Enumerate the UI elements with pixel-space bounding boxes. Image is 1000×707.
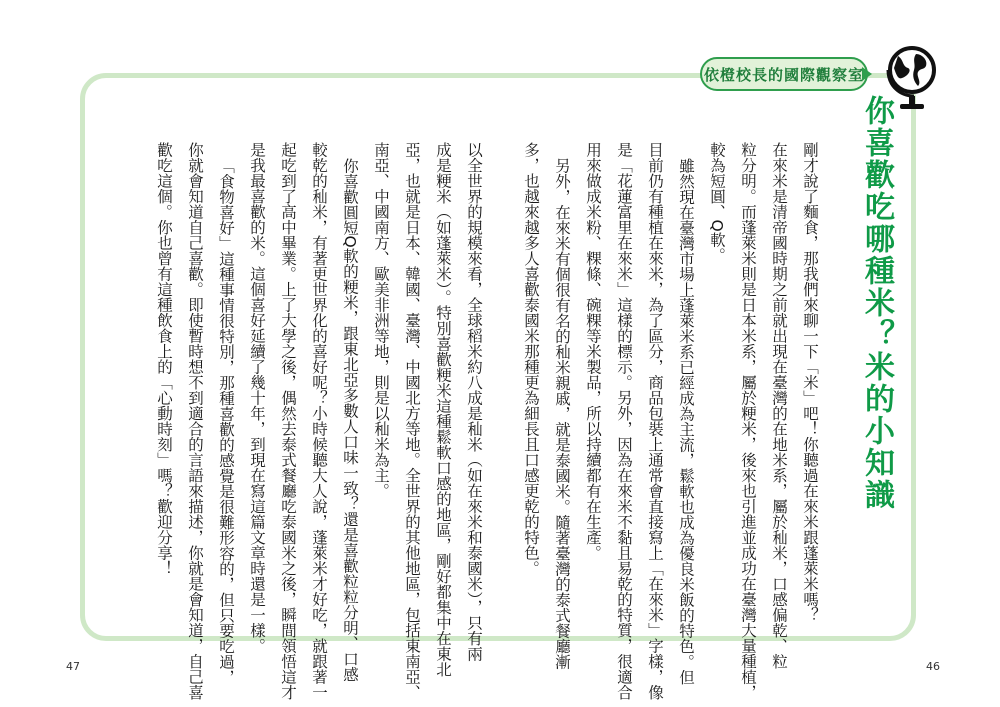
page-number-left: 47 [66, 660, 80, 673]
text-column: 起吃到了高中畢業。上了大學之後，偶然去泰式餐廳吃泰國米之後，瞬間領悟這才 [279, 142, 297, 700]
text-column: 較為短圓、Q軟。 [708, 142, 726, 263]
banner-pointer [862, 67, 872, 81]
text-column: 是我最喜歡的米。這個喜好延續了幾十年，到現在寫這篇文章時還是一樣。 [248, 142, 266, 654]
text-column: 剛才說了麵食，那我們來聊一下「米」吧！你聽過在來米跟蓬萊米嗎？ [801, 142, 819, 623]
text-column: 粒分明。而蓬萊米則是日本米系，屬於粳米，後來也引進並成功在臺灣大量種植， [739, 142, 757, 700]
page-number-right: 46 [926, 660, 940, 673]
text-column: 多，也越來越多人喜歡泰國米那種更為細長且口感更乾的特色。 [522, 142, 540, 576]
text-column: 成是粳米（如蓬萊米）。特別喜歡粳米這種鬆軟口感的地區，剛好都集中在東北 [434, 142, 452, 677]
text-column: 較乾的秈米，有著更世界化的喜好呢？小時候聽大人說，蓬萊米才好吃，就跟著一 [310, 142, 328, 700]
text-column: 另外，在來米有個很有名的秈米親戚，就是泰國米。隨著臺灣的泰式餐廳漸 [553, 158, 571, 670]
text-column: 你就會知道自己喜歡。即使暫時想不到適合的言語來描述，你就是會知道，自己喜 [186, 142, 204, 700]
text-column: 雖然現在臺灣市場上蓬萊米系已經成為主流，鬆軟也成為優良米飯的特色。但 [677, 158, 695, 685]
banner-label: 依橙校長的國際觀察室 [703, 65, 864, 84]
text-column: 你喜歡圓短Q軟的粳米，跟東北亞多數人口味一致？還是喜歡粒粒分明、口感 [341, 158, 359, 682]
text-column: 以全世界的規模來看，全球稻米約八成是秈米（如在來米和泰國米），只有兩 [465, 142, 483, 662]
text-column: 用來做成米粉、粿條、碗粿等米製品，所以持續都有在生產。 [584, 142, 602, 561]
text-column: 歡吃這個。你也曾有這種飲食上的「心動時刻」嗎？歡迎分享！ [155, 142, 173, 576]
text-column: 目前仍有種植在來米，為了區分，商品包裝上通常會直接寫上「在來米」字樣，像 [646, 142, 664, 700]
text-column: 在來米是清帝國時期之前就出現在臺灣的在地米系，屬於秈米，口感偏乾、粒 [770, 142, 788, 669]
text-column: 南亞、中國南方、歐美非洲等地，則是以秈米為主。 [372, 142, 390, 499]
text-column: 亞，也就是日本、韓國、臺灣、中國北方等地。全世界的其他地區，包括東南亞、 [403, 142, 421, 700]
article-title: 你喜歡吃哪種米？米的小知識 [859, 95, 894, 511]
text-column: 「食物喜好」這種事情很特別，那種喜歡的感覺是很難形容的，但只要吃過， [217, 158, 235, 685]
article-body [155, 142, 820, 700]
text-column: 是「花蓮富里在來米」這樣的標示。另外，因為在來米不黏且易乾的特質，很適合 [615, 142, 633, 700]
section-banner [700, 57, 868, 91]
